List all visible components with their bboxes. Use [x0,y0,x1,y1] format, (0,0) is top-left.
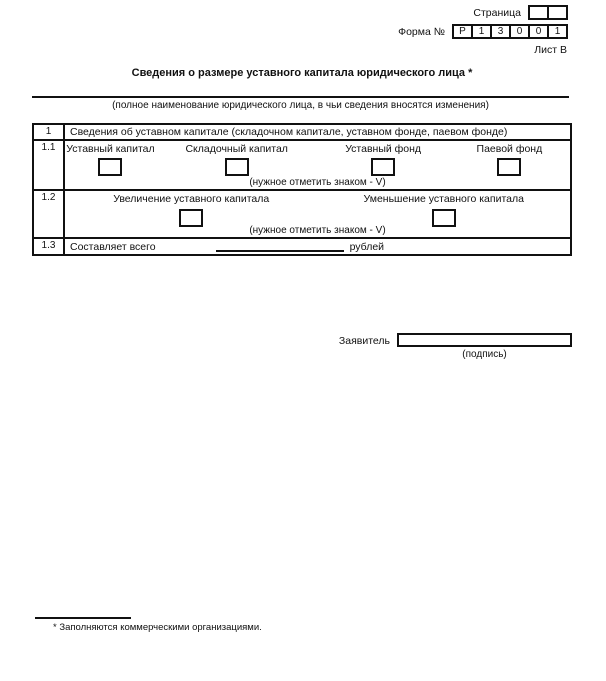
form-title: Сведения о размере уставного капитала юридического лица * [131,67,473,79]
capital-table [32,123,572,256]
row-1-label: Сведения об уставном капитале (складочном капитале, уставном фонде, паевом фонде) [70,126,508,138]
capital-change-options [65,191,570,227]
page-number-cell-2[interactable] [547,5,568,20]
option-umenshenie [318,191,571,227]
option-paevoy-fond [449,141,570,176]
option-ustavny-fond [317,141,448,176]
capital-type-options [65,141,570,176]
row-number: 1 [34,125,65,139]
table-row-1-1 [34,139,570,189]
option-label: Увеличение уставного капитала [113,193,270,205]
form-code-cell: 1 [547,24,568,39]
form-code-cell: 1 [471,24,492,39]
mark-hint: (нужное отметить знаком - V) [249,225,386,236]
form-number-label: Форма № [398,25,445,38]
applicant-label: Заявитель [338,335,390,347]
ustavny-fond-checkbox[interactable] [371,158,395,176]
option-ustavny-kapital [65,141,156,176]
table-row-1 [34,125,570,139]
form-code-cell: 0 [509,24,530,39]
paevoy-fond-checkbox[interactable] [497,158,521,176]
ustavny-kapital-checkbox[interactable] [98,158,122,176]
page-number-cell-1[interactable] [528,5,549,20]
option-uvelichenie [65,191,318,227]
form-code-cell: Р [452,24,473,39]
total-label: Составляет всего [70,240,156,253]
footnote-divider [35,617,131,619]
total-amount-field[interactable] [216,241,344,252]
footnote-text: * Заполняются коммерческими организациями. [53,622,262,633]
option-skladochny-kapital [156,141,318,176]
entity-name-field[interactable] [32,96,569,98]
row-number: 1.1 [34,141,65,189]
table-row-1-2 [34,189,570,237]
row-number: 1.3 [34,239,65,254]
table-row-1-3 [34,237,570,254]
applicant-block [0,332,572,360]
option-label: Паевой фонд [476,143,543,155]
option-label: Уставный капитал [66,143,155,155]
rubles-suffix: рублей [349,240,385,253]
sheet-label: Лист В [534,44,567,56]
option-label: Уменьшение уставного капитала [363,193,524,205]
mark-hint: (нужное отметить знаком - V) [249,177,386,188]
page-number-row [473,5,568,20]
entity-name-caption: (полное наименование юридического лица, в чьи сведения вносятся изменения) [112,100,489,111]
signature-field[interactable] [397,333,572,347]
form-code-cell: 3 [490,24,511,39]
option-label: Складочный капитал [185,143,288,155]
row-number: 1.2 [34,191,65,237]
page-number-label: Страница [473,6,521,19]
form-number-cells [452,24,568,39]
form-code-cell: 0 [528,24,549,39]
page-number-cells [528,5,568,20]
signature-caption: (подпись) [462,349,507,360]
skladochny-kapital-checkbox[interactable] [225,158,249,176]
form-number-row [398,24,568,39]
option-label: Уставный фонд [345,143,422,155]
